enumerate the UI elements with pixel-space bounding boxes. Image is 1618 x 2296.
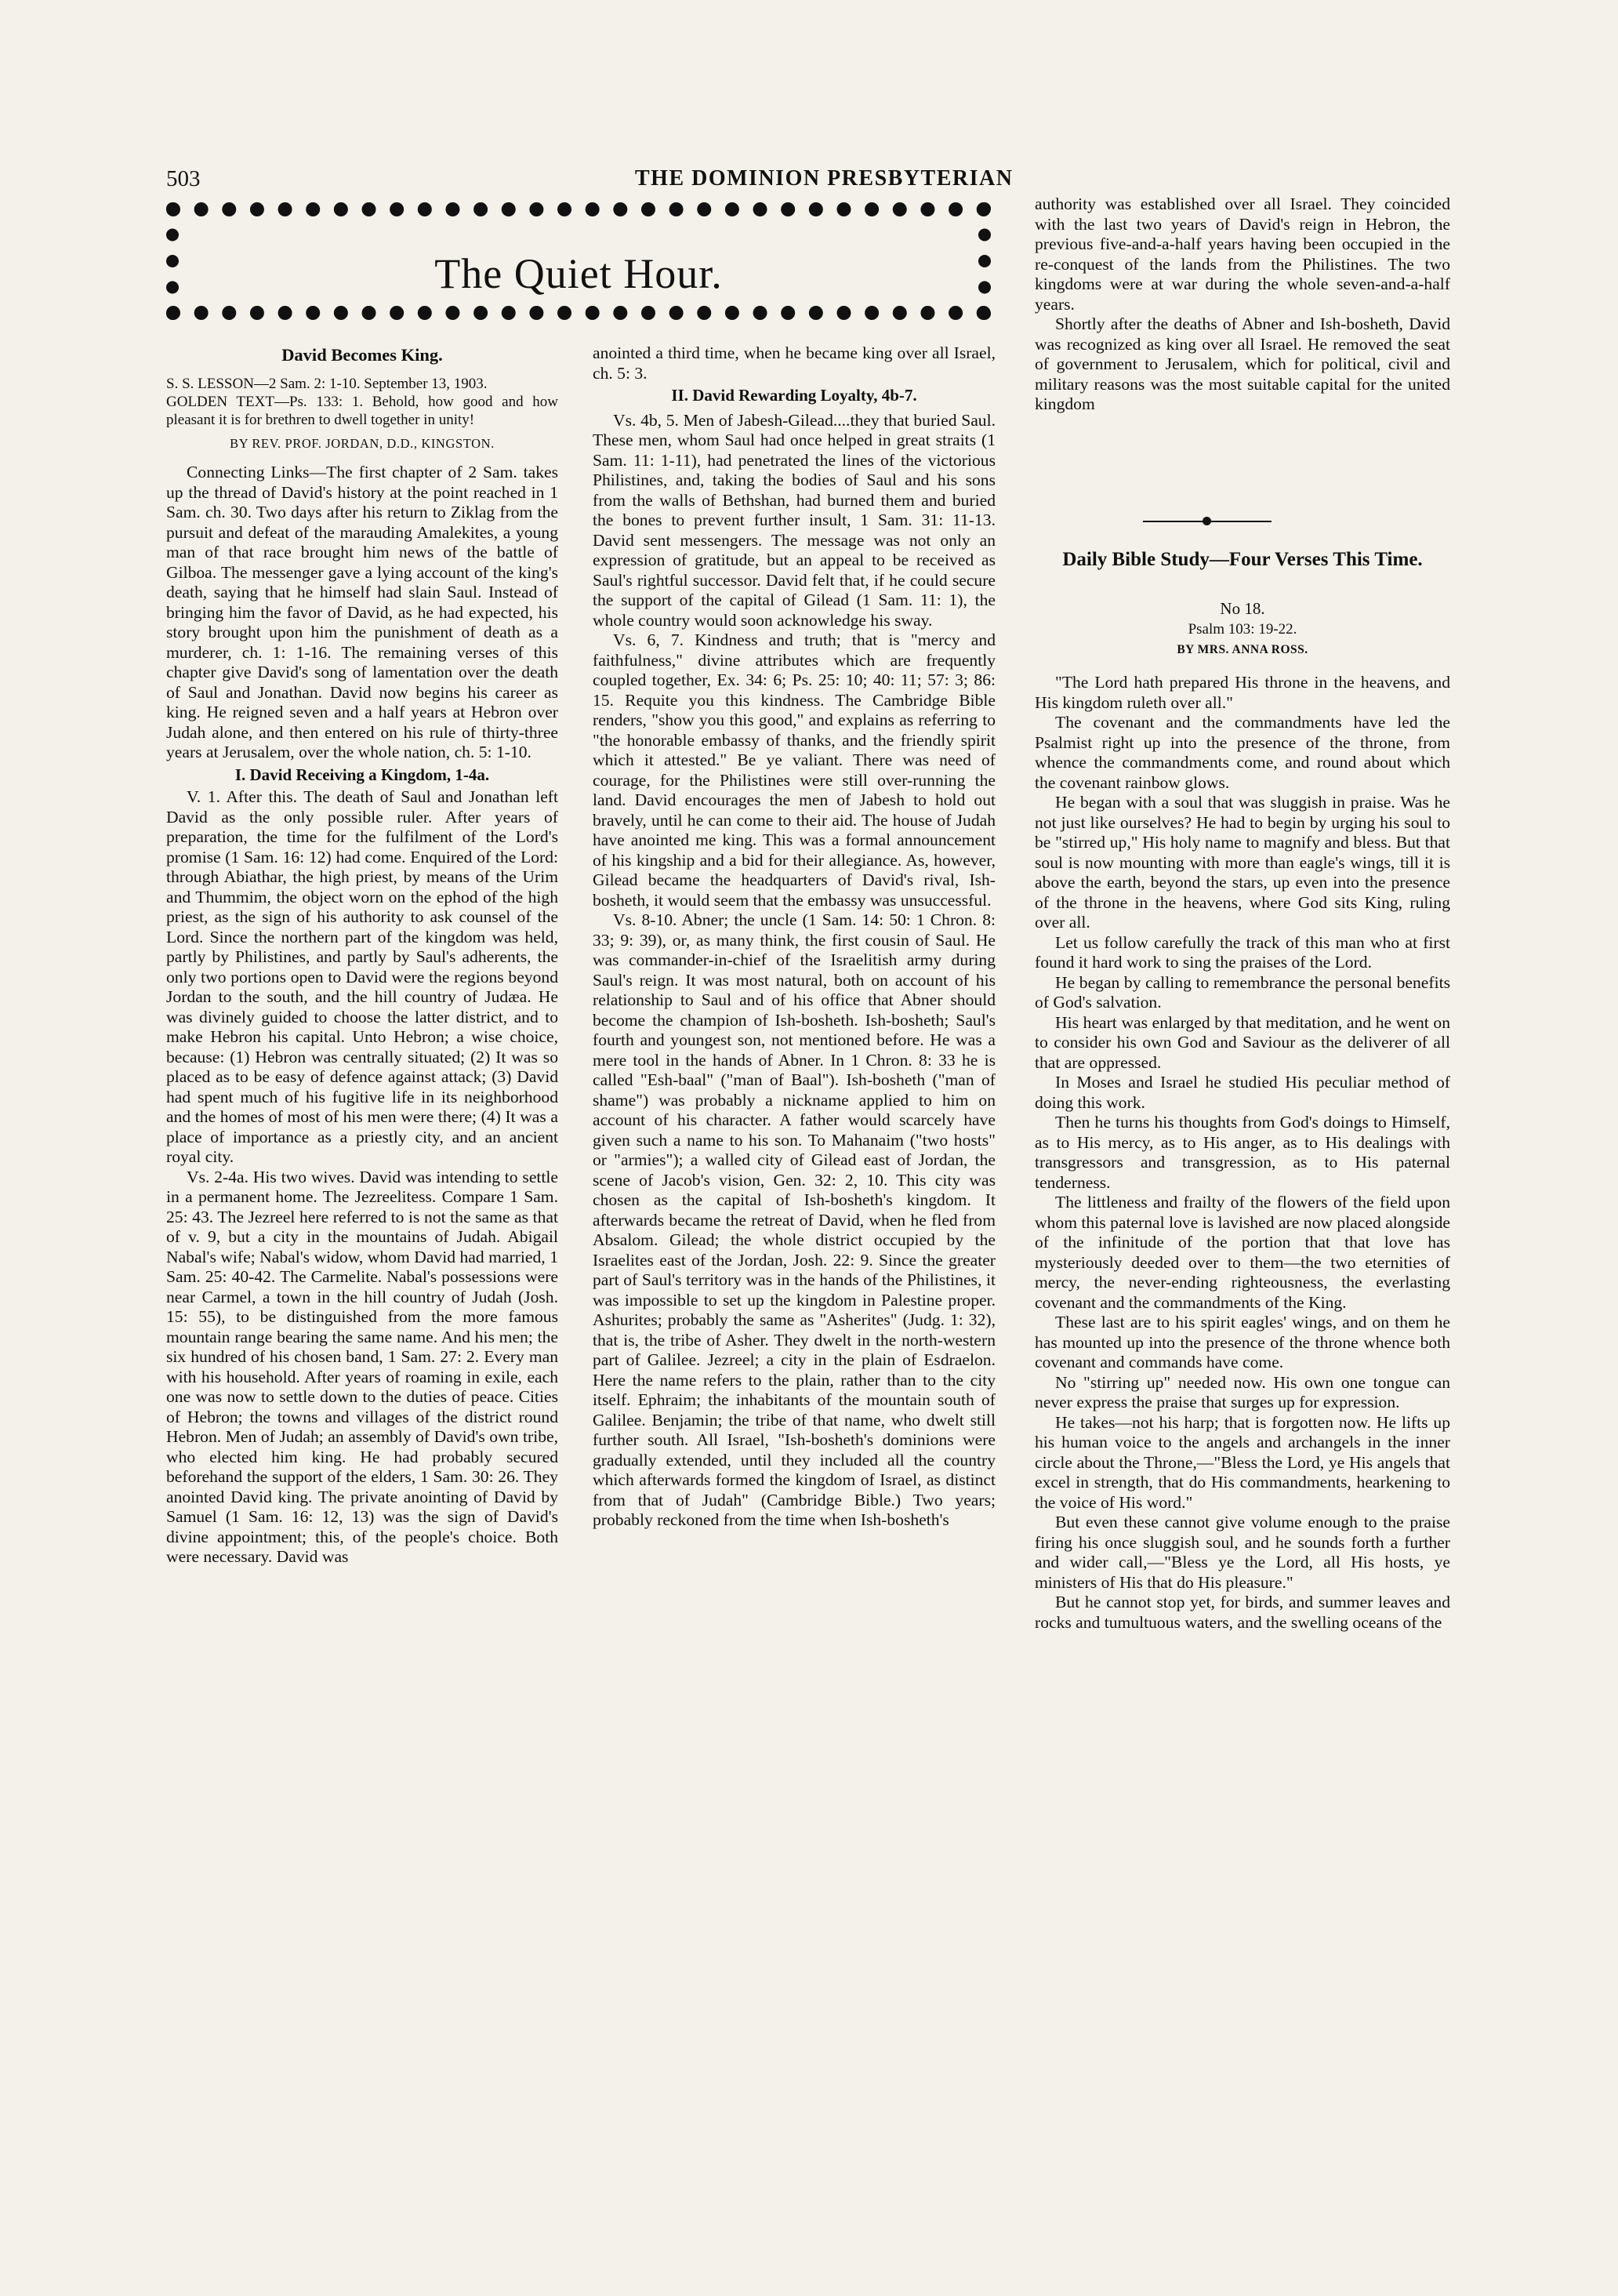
paragraph: "The Lord hath prepared His throne in the heavens, and His kingdom ruleth over all." <box>1035 673 1450 712</box>
column-3-continuation <box>1035 194 1450 415</box>
study-number: No 18. <box>1220 599 1265 618</box>
article-title: David Becomes King. <box>281 345 443 365</box>
section-title-box <box>166 202 991 320</box>
column-1 <box>166 343 558 1568</box>
lesson-reference: S. S. LESSON—2 Sam. 2: 1-10. September 13, 1903. <box>166 375 488 392</box>
paragraph: In Moses and Israel he studied His peculiar method of doing this work. <box>1035 1073 1450 1112</box>
section-title: The Quiet Hour. <box>434 250 723 297</box>
paragraph: These last are to his spirit eagles' wings, and on them he has mounted up into the presence of the throne whence both covenant and commands have come. <box>1035 1313 1450 1371</box>
paragraph: Then he turns his thoughts from God's doings to Himself, as to His mercy, as to His anger, as to His dealings with transgressors and transgression, as to His paternal tenderness. <box>1035 1113 1450 1192</box>
golden-text: GOLDEN TEXT—Ps. 133: 1. Behold, how good and how pleasant it is for brethren to dwell together in unity! <box>166 393 558 428</box>
paragraph: He takes—not his harp; that is forgotten now. He lifts up his human voice to the angels and archangels in the inner circle about the Throne,—"Bless the Lord, ye His angels that excel in strength, that do His commandments, hearkening to the voice of His word." <box>1035 1412 1450 1512</box>
paragraph: His heart was enlarged by that meditation, and he went on to consider his own God and Saviour as the deliverer of all that are oppressed. <box>1035 1012 1450 1072</box>
masthead: THE DOMINION PRESBYTERIAN <box>635 166 1014 191</box>
paragraph: anointed a third time, when he became king over all Israel, ch. 5: 3. <box>593 343 996 383</box>
psalm-reference: Psalm 103: 19-22. <box>1188 621 1297 638</box>
section-divider-ornament <box>1203 517 1211 525</box>
paragraph: V. 1. After this. The death of Saul and Jonathan left David as the only possible ruler. After years of preparation, the time for the fulfilment of the Lord's promise (1 Sam. 16: 12) had come. Enquired of the Lord: through Abiathar, the high priest, by means of the Urim and Thummim, the object worn on the ephod of the high priest, as the sign of his authority to ask counsel of the Lord. Since the northern part of the kingdom was held, partly by Philistines, and partly by Saul's adherents, the only two portions open to David were the regions beyond Jordan to the south, and the hill country of Judæa. He was divinely guided to choose the latter district, and to make Hebron his capital. Unto Hebron; a wise choice, because: (1) Hebron was centrally situated; (2) It was so placed as to be easy of defence against attack; (3) David had spent much of his fugitive life in its neighborhood and the homes of most of his men were there; (4) It was a place of importance as a priestly city, and an ancient royal city. <box>166 787 558 1166</box>
paragraph: Vs. 2-4a. His two wives. David was intending to settle in a permanent home. The Jezreelitess. Compare 1 Sam. 25: 43. The Jezreel here referred to is not the same as that of v. 9, but a city in the mountains of Judah. Abigail Nabal's wife; Nabal's widow, whom David had married, 1 Sam. 25: 40-42. The Carmelite. Nabal's possessions were near Carmel, a town in the hill country of Judah (Josh. 15: 55), to be distinguished from the more famous mountain range bearing the same name. And his men; the six hundred of his chosen band, 1 Sam. 27: 2. Every man with his household. After years of roaming in exile, each one was now to settle down to the duties of peace. Cities of Hebron; the towns and villages of the district round Hebron. Men of Judah; an assembly of David's own tribe, who elected him king. He had probably secured beforehand the support of the elders, 1 Sam. 30: 26. They anointed David king. The private anointing of David by Samuel (1 Sam. 16: 12, 13) was the sign of David's divine appointment; this, of the people's choice. Both were necessary. David was <box>166 1167 558 1566</box>
column-3-study <box>1035 673 1450 1633</box>
paragraph: The littleness and frailty of the flowers of the field upon whom this paternal love is lavished are now placed alongside of the infinitude of the portion that that love has mysteriously deeded over to them—the two eternities of mercy, the never-ending righteousness, the everlasting covenant and the commandments of the King. <box>1035 1193 1450 1312</box>
paragraph: authority was established over all Israel. They coincided with the last two years of David's reign in Hebron, the previous five-and-a-half years having been occupied in the re-conquest of the lands from the Philistines. The two kingdoms were at war during the whole seven-and-a-half years. <box>1035 194 1450 314</box>
paragraph: Vs. 6, 7. Kindness and truth; that is "mercy and faithfulness," divine attributes which are frequently coupled together, Ex. 34: 6; Ps. 25: 10; 40: 11; 57: 3; 86: 15. Requite you this kindness. The Cambridge Bible renders, "show you this good," and explains as referring to "the honorable embassy of thanks, and the friendly spirit which it attested." Be ye valiant. There was need of courage, for the Philistines were still over-running the land. David encourages the men of Jabesh to hold out bravely, until he can come to their aid. The house of Judah have anointed me king. This was a formal announcement of his kingship and a bid for their allegiance. As, however, Gilead became the headquarters of David's rival, Ish-bosheth, it would seem that the embassy was unsuccessful. <box>593 630 996 910</box>
paragraph: He began with a soul that was sluggish in praise. Was he not just like ourselves? He had to begin by urging his soul to be "stirred up," His holy name to magnify and bless. But that soul is now mounting with more than eagle's wings, till it is above the earth, beyond the stars, up even into the presence of the throne in the heavens, where God sits King, ruling over all. <box>1035 793 1450 932</box>
paragraph: Vs. 4b, 5. Men of Jabesh-Gilead....they that buried Saul. These men, whom Saul had once helped in great straits (1 Sam. 11: 1-11), had penetrated the lines of the victorious Philistines, and, taking the bodies of Saul and his sons from the walls of Bethshan, had burned them and buried the bones to prevent further insult, 1 Sam. 31: 11-13. David sent messengers. The message was not only an expression of gratitude, but an appeal to be received as Saul's rightful successor. David felt that, if he could secure the support of the capital of Gilead (1 Sam. 11: 1), the whole country would soon acknowledge his sway. <box>593 410 996 630</box>
study-title: Daily Bible Study—Four Verses This Time. <box>1062 549 1423 570</box>
paragraph: Shortly after the deaths of Abner and Ish-bosheth, David was recognized as king over all Israel. He removed the seat of government to Jerusalem, which for political, civil and military reasons was the most suitable capital for the united kingdom <box>1035 314 1450 413</box>
paragraph: The covenant and the commandments have led the Psalmist right up into the presence of the throne, from whence the commandments come, and round about which the covenant rainbow glows. <box>1035 713 1450 792</box>
paragraph: No "stirring up" needed now. His own one tongue can never express the praise that surges up for expression. <box>1035 1372 1450 1411</box>
paragraph: He began by calling to remembrance the personal benefits of God's salvation. <box>1035 972 1450 1012</box>
paragraph: But even these cannot give volume enough to the praise firing his once sluggish soul, and he sounds forth a further and wider call,—"Bless ye the Lord, all His hosts, ye ministers of His that do His pleasure." <box>1035 1513 1450 1592</box>
section-heading: I. David Receiving a Kingdom, 1-4a. <box>234 765 490 784</box>
page-number: 503 <box>166 166 201 191</box>
study-byline: BY MRS. ANNA ROSS. <box>1177 643 1308 656</box>
paragraph: Connecting Links—The first chapter of 2 Sam. takes up the thread of David's history at the point reached in 1 Sam. ch. 30. Two days after his return to Ziklag from the pursuit and defeat of the marauding Amalekites, a young man of that race brought him news of the battle of Gilboa. The messenger gave a lying account of the king's death, saying that he himself had slain Saul. Instead of bringing him the favor of David, as he had expected, his story brought upon him the punishment of death as a murderer, ch. 1: 1-16. The remaining verses of this chapter give David's song of lamentation over the death of Saul and Jonathan. David now begins his career as king. He reigned seven and a half years at Hebron over Judah alone, and then entered on his rule of thirty-three years at Jerusalem, over the whole nation, ch. 5: 1-10. <box>166 463 558 761</box>
section-heading: II. David Rewarding Loyalty, 4b-7. <box>671 386 917 405</box>
article-byline: BY REV. PROF. JORDAN, D.D., KINGSTON. <box>230 435 495 451</box>
paragraph: But he cannot stop yet, for birds, and summer leaves and rocks and tumultuous waters, and the swelling oceans of the <box>1035 1593 1450 1632</box>
paragraph: Let us follow carefully the track of this man who at first found it hard work to sing the praises of the Lord. <box>1035 932 1450 972</box>
column-2 <box>593 343 996 1531</box>
paragraph: Vs. 8-10. Abner; the uncle (1 Sam. 14: 50: 1 Chron. 8: 33; 9: 39), or, as many think, the first cousin of Saul. He was commander-in-chief of the Israelitish army during Saul's reign. It was most natural, both on account of his relationship to Saul and of his office that Abner should become the champion of Ish-bosheth. Ish-bosheth; Saul's fourth and youngest son, not mentioned before. He was a mere tool in the hands of Abner. In 1 Chron. 8: 33 he is called "Esh-baal" ("man of Baal"). Ish-bosheth ("man of shame") was probably a nickname applied to him on account of his character. A father would scarcely have given such a name to his son. To Mahanaim ("two hosts" or "armies"); a walled city of Gilead east of Jordan, the scene of Jacob's vision, Gen. 32: 2, 10. This city was chosen as the capital of Ish-bosheth's kingdom. It afterwards became the retreat of David, when he fled from Absalom. Gilead; the whole district occupied by the Israelites east of the Jordan, Josh. 22: 9. Since the greater part of Saul's territory was in the hands of the Philistines, it was impossible to set up the kingdom in Palestine proper. Ashurites; probably the same as "Asherites" (Judg. 1: 32), that is, the tribe of Asher. They dwelt in the north-western part of Galilee. Jezreel; a city in the plain of Esdraelon. Here the name refers to the plain, rather than to the city itself. Ephraim; the inhabitants of the mountain south of Galilee. Benjamin; the tribe of that name, who dwelt still further south. All Israel, "Ish-bosheth's dominions were gradually extended, until they included all the country which afterwards formed the kingdom of Israel, as distinct from that of Judah" (Cambridge Bible.) Two years; probably reckoned from the time when Ish-bosheth's <box>593 910 996 1529</box>
